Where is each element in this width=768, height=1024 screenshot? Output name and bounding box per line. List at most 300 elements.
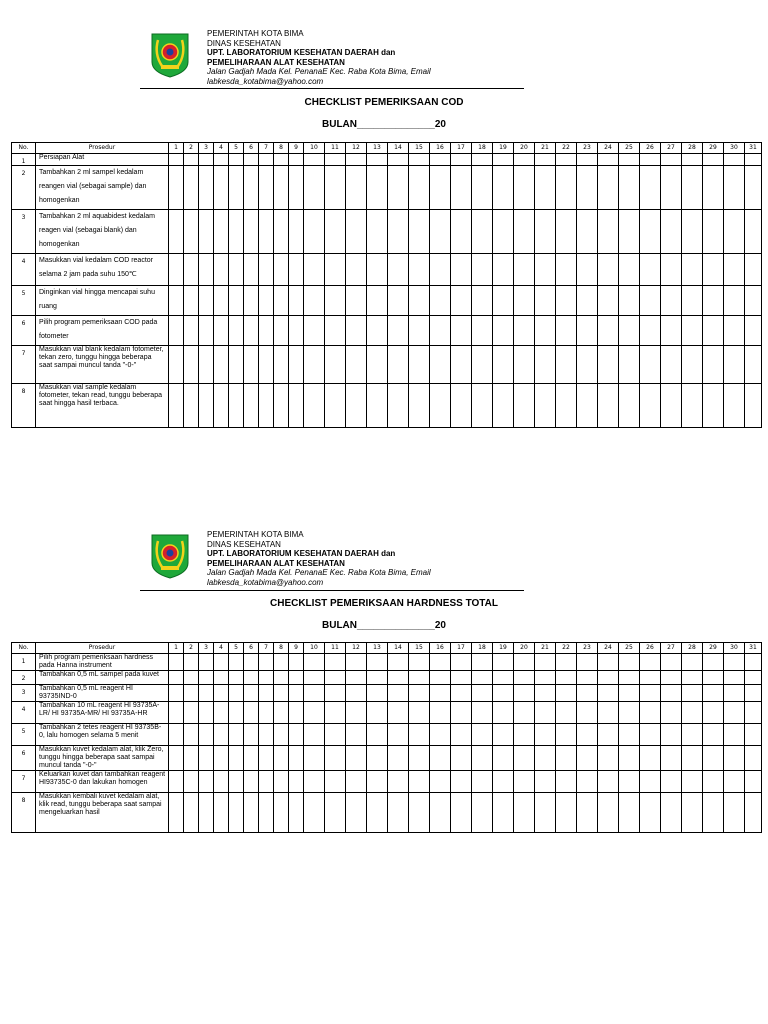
- day-check-cell[interactable]: [661, 346, 682, 384]
- day-check-cell[interactable]: [661, 316, 682, 346]
- day-check-cell[interactable]: [724, 702, 745, 724]
- day-check-cell[interactable]: [367, 286, 388, 316]
- day-check-cell[interactable]: [493, 384, 514, 428]
- day-check-cell[interactable]: [184, 685, 199, 702]
- day-check-cell[interactable]: [514, 654, 535, 671]
- day-check-cell[interactable]: [346, 654, 367, 671]
- day-check-cell[interactable]: [409, 346, 430, 384]
- day-check-cell[interactable]: [325, 210, 346, 254]
- day-check-cell[interactable]: [409, 384, 430, 428]
- day-check-cell[interactable]: [640, 771, 661, 793]
- day-check-cell[interactable]: [244, 346, 259, 384]
- day-check-cell[interactable]: [682, 286, 703, 316]
- day-check-cell[interactable]: [259, 724, 274, 746]
- day-check-cell[interactable]: [289, 254, 304, 286]
- day-check-cell[interactable]: [556, 724, 577, 746]
- day-check-cell[interactable]: [577, 384, 598, 428]
- day-check-cell[interactable]: [577, 702, 598, 724]
- day-check-cell[interactable]: [325, 166, 346, 210]
- day-check-cell[interactable]: [451, 671, 472, 685]
- day-check-cell[interactable]: [598, 166, 619, 210]
- day-check-cell[interactable]: [214, 254, 229, 286]
- day-check-cell[interactable]: [367, 671, 388, 685]
- day-check-cell[interactable]: [598, 654, 619, 671]
- day-check-cell[interactable]: [430, 724, 451, 746]
- day-check-cell[interactable]: [346, 771, 367, 793]
- day-check-cell[interactable]: [640, 724, 661, 746]
- day-check-cell[interactable]: [274, 746, 289, 771]
- day-check-cell[interactable]: [661, 210, 682, 254]
- day-check-cell[interactable]: [259, 671, 274, 685]
- day-check-cell[interactable]: [409, 724, 430, 746]
- day-check-cell[interactable]: [199, 724, 214, 746]
- day-check-cell[interactable]: [577, 316, 598, 346]
- day-check-cell[interactable]: [430, 793, 451, 833]
- day-check-cell[interactable]: [745, 793, 762, 833]
- day-check-cell[interactable]: [577, 746, 598, 771]
- day-check-cell[interactable]: [184, 702, 199, 724]
- day-check-cell[interactable]: [577, 685, 598, 702]
- day-check-cell[interactable]: [367, 346, 388, 384]
- day-check-cell[interactable]: [598, 154, 619, 166]
- day-check-cell[interactable]: [451, 166, 472, 210]
- day-check-cell[interactable]: [199, 771, 214, 793]
- day-check-cell[interactable]: [724, 346, 745, 384]
- day-check-cell[interactable]: [388, 702, 409, 724]
- day-check-cell[interactable]: [388, 654, 409, 671]
- day-check-cell[interactable]: [367, 166, 388, 210]
- day-check-cell[interactable]: [430, 166, 451, 210]
- day-check-cell[interactable]: [346, 702, 367, 724]
- day-check-cell[interactable]: [274, 771, 289, 793]
- day-check-cell[interactable]: [598, 746, 619, 771]
- day-check-cell[interactable]: [661, 746, 682, 771]
- day-check-cell[interactable]: [640, 685, 661, 702]
- day-check-cell[interactable]: [619, 154, 640, 166]
- day-check-cell[interactable]: [409, 254, 430, 286]
- day-check-cell[interactable]: [682, 702, 703, 724]
- day-check-cell[interactable]: [472, 346, 493, 384]
- day-check-cell[interactable]: [472, 210, 493, 254]
- day-check-cell[interactable]: [214, 771, 229, 793]
- day-check-cell[interactable]: [388, 286, 409, 316]
- day-check-cell[interactable]: [169, 384, 184, 428]
- day-check-cell[interactable]: [346, 685, 367, 702]
- day-check-cell[interactable]: [244, 210, 259, 254]
- day-check-cell[interactable]: [640, 166, 661, 210]
- day-check-cell[interactable]: [199, 346, 214, 384]
- day-check-cell[interactable]: [274, 384, 289, 428]
- day-check-cell[interactable]: [169, 210, 184, 254]
- day-check-cell[interactable]: [682, 346, 703, 384]
- day-check-cell[interactable]: [598, 316, 619, 346]
- day-check-cell[interactable]: [388, 685, 409, 702]
- day-check-cell[interactable]: [325, 746, 346, 771]
- day-check-cell[interactable]: [325, 384, 346, 428]
- day-check-cell[interactable]: [535, 286, 556, 316]
- day-check-cell[interactable]: [259, 771, 274, 793]
- day-check-cell[interactable]: [259, 346, 274, 384]
- day-check-cell[interactable]: [244, 771, 259, 793]
- day-check-cell[interactable]: [619, 724, 640, 746]
- day-check-cell[interactable]: [388, 316, 409, 346]
- day-check-cell[interactable]: [745, 685, 762, 702]
- day-check-cell[interactable]: [325, 702, 346, 724]
- day-check-cell[interactable]: [199, 316, 214, 346]
- day-check-cell[interactable]: [682, 210, 703, 254]
- day-check-cell[interactable]: [409, 671, 430, 685]
- day-check-cell[interactable]: [184, 154, 199, 166]
- day-check-cell[interactable]: [244, 316, 259, 346]
- day-check-cell[interactable]: [259, 316, 274, 346]
- day-check-cell[interactable]: [556, 166, 577, 210]
- day-check-cell[interactable]: [577, 671, 598, 685]
- day-check-cell[interactable]: [472, 746, 493, 771]
- day-check-cell[interactable]: [214, 210, 229, 254]
- day-check-cell[interactable]: [598, 671, 619, 685]
- day-check-cell[interactable]: [259, 793, 274, 833]
- day-check-cell[interactable]: [199, 685, 214, 702]
- day-check-cell[interactable]: [388, 210, 409, 254]
- day-check-cell[interactable]: [724, 771, 745, 793]
- day-check-cell[interactable]: [661, 286, 682, 316]
- day-check-cell[interactable]: [745, 724, 762, 746]
- day-check-cell[interactable]: [184, 346, 199, 384]
- day-check-cell[interactable]: [184, 316, 199, 346]
- day-check-cell[interactable]: [472, 671, 493, 685]
- day-check-cell[interactable]: [409, 746, 430, 771]
- day-check-cell[interactable]: [244, 286, 259, 316]
- day-check-cell[interactable]: [289, 346, 304, 384]
- day-check-cell[interactable]: [493, 793, 514, 833]
- day-check-cell[interactable]: [304, 384, 325, 428]
- day-check-cell[interactable]: [556, 384, 577, 428]
- day-check-cell[interactable]: [703, 771, 724, 793]
- day-check-cell[interactable]: [274, 671, 289, 685]
- day-check-cell[interactable]: [304, 685, 325, 702]
- day-check-cell[interactable]: [430, 286, 451, 316]
- day-check-cell[interactable]: [274, 254, 289, 286]
- day-check-cell[interactable]: [661, 384, 682, 428]
- day-check-cell[interactable]: [388, 166, 409, 210]
- day-check-cell[interactable]: [682, 746, 703, 771]
- day-check-cell[interactable]: [556, 154, 577, 166]
- day-check-cell[interactable]: [493, 771, 514, 793]
- day-check-cell[interactable]: [367, 685, 388, 702]
- day-check-cell[interactable]: [430, 746, 451, 771]
- day-check-cell[interactable]: [493, 346, 514, 384]
- day-check-cell[interactable]: [409, 210, 430, 254]
- day-check-cell[interactable]: [493, 671, 514, 685]
- day-check-cell[interactable]: [577, 346, 598, 384]
- day-check-cell[interactable]: [493, 154, 514, 166]
- day-check-cell[interactable]: [259, 286, 274, 316]
- day-check-cell[interactable]: [259, 746, 274, 771]
- day-check-cell[interactable]: [325, 724, 346, 746]
- day-check-cell[interactable]: [259, 702, 274, 724]
- day-check-cell[interactable]: [388, 724, 409, 746]
- day-check-cell[interactable]: [169, 702, 184, 724]
- day-check-cell[interactable]: [304, 316, 325, 346]
- day-check-cell[interactable]: [229, 793, 244, 833]
- day-check-cell[interactable]: [409, 316, 430, 346]
- day-check-cell[interactable]: [598, 685, 619, 702]
- day-check-cell[interactable]: [556, 286, 577, 316]
- day-check-cell[interactable]: [535, 210, 556, 254]
- day-check-cell[interactable]: [304, 724, 325, 746]
- day-check-cell[interactable]: [367, 793, 388, 833]
- day-check-cell[interactable]: [703, 286, 724, 316]
- day-check-cell[interactable]: [214, 746, 229, 771]
- day-check-cell[interactable]: [169, 166, 184, 210]
- day-check-cell[interactable]: [367, 154, 388, 166]
- day-check-cell[interactable]: [493, 702, 514, 724]
- day-check-cell[interactable]: [199, 702, 214, 724]
- day-check-cell[interactable]: [724, 210, 745, 254]
- day-check-cell[interactable]: [535, 384, 556, 428]
- day-check-cell[interactable]: [619, 671, 640, 685]
- day-check-cell[interactable]: [535, 346, 556, 384]
- day-check-cell[interactable]: [289, 771, 304, 793]
- day-check-cell[interactable]: [304, 286, 325, 316]
- day-check-cell[interactable]: [472, 654, 493, 671]
- day-check-cell[interactable]: [289, 793, 304, 833]
- day-check-cell[interactable]: [229, 702, 244, 724]
- day-check-cell[interactable]: [244, 702, 259, 724]
- day-check-cell[interactable]: [430, 384, 451, 428]
- day-check-cell[interactable]: [577, 724, 598, 746]
- day-check-cell[interactable]: [304, 154, 325, 166]
- day-check-cell[interactable]: [514, 286, 535, 316]
- day-check-cell[interactable]: [682, 166, 703, 210]
- day-check-cell[interactable]: [535, 724, 556, 746]
- day-check-cell[interactable]: [472, 254, 493, 286]
- day-check-cell[interactable]: [619, 793, 640, 833]
- day-check-cell[interactable]: [598, 724, 619, 746]
- day-check-cell[interactable]: [289, 746, 304, 771]
- day-check-cell[interactable]: [229, 771, 244, 793]
- day-check-cell[interactable]: [184, 654, 199, 671]
- day-check-cell[interactable]: [430, 154, 451, 166]
- day-check-cell[interactable]: [304, 254, 325, 286]
- day-check-cell[interactable]: [619, 685, 640, 702]
- day-check-cell[interactable]: [184, 793, 199, 833]
- day-check-cell[interactable]: [304, 771, 325, 793]
- day-check-cell[interactable]: [661, 685, 682, 702]
- day-check-cell[interactable]: [229, 166, 244, 210]
- day-check-cell[interactable]: [199, 671, 214, 685]
- day-check-cell[interactable]: [745, 210, 762, 254]
- day-check-cell[interactable]: [514, 254, 535, 286]
- day-check-cell[interactable]: [388, 384, 409, 428]
- day-check-cell[interactable]: [244, 724, 259, 746]
- day-check-cell[interactable]: [556, 746, 577, 771]
- day-check-cell[interactable]: [577, 793, 598, 833]
- day-check-cell[interactable]: [451, 384, 472, 428]
- day-check-cell[interactable]: [304, 654, 325, 671]
- day-check-cell[interactable]: [661, 702, 682, 724]
- day-check-cell[interactable]: [304, 671, 325, 685]
- day-check-cell[interactable]: [184, 724, 199, 746]
- day-check-cell[interactable]: [619, 346, 640, 384]
- day-check-cell[interactable]: [289, 316, 304, 346]
- day-check-cell[interactable]: [724, 654, 745, 671]
- day-check-cell[interactable]: [430, 702, 451, 724]
- day-check-cell[interactable]: [535, 166, 556, 210]
- day-check-cell[interactable]: [199, 286, 214, 316]
- day-check-cell[interactable]: [472, 154, 493, 166]
- day-check-cell[interactable]: [169, 286, 184, 316]
- day-check-cell[interactable]: [409, 685, 430, 702]
- day-check-cell[interactable]: [274, 210, 289, 254]
- day-check-cell[interactable]: [724, 316, 745, 346]
- day-check-cell[interactable]: [199, 746, 214, 771]
- day-check-cell[interactable]: [619, 746, 640, 771]
- day-check-cell[interactable]: [640, 793, 661, 833]
- day-check-cell[interactable]: [244, 746, 259, 771]
- day-check-cell[interactable]: [682, 793, 703, 833]
- day-check-cell[interactable]: [640, 210, 661, 254]
- day-check-cell[interactable]: [289, 724, 304, 746]
- day-check-cell[interactable]: [229, 746, 244, 771]
- day-check-cell[interactable]: [259, 166, 274, 210]
- day-check-cell[interactable]: [514, 746, 535, 771]
- day-check-cell[interactable]: [451, 346, 472, 384]
- day-check-cell[interactable]: [409, 286, 430, 316]
- day-check-cell[interactable]: [388, 154, 409, 166]
- day-check-cell[interactable]: [199, 166, 214, 210]
- day-check-cell[interactable]: [661, 771, 682, 793]
- day-check-cell[interactable]: [346, 793, 367, 833]
- day-check-cell[interactable]: [274, 724, 289, 746]
- day-check-cell[interactable]: [409, 166, 430, 210]
- day-check-cell[interactable]: [514, 724, 535, 746]
- day-check-cell[interactable]: [169, 771, 184, 793]
- day-check-cell[interactable]: [325, 254, 346, 286]
- day-check-cell[interactable]: [304, 746, 325, 771]
- day-check-cell[interactable]: [214, 702, 229, 724]
- day-check-cell[interactable]: [430, 771, 451, 793]
- day-check-cell[interactable]: [304, 346, 325, 384]
- day-check-cell[interactable]: [619, 210, 640, 254]
- day-check-cell[interactable]: [577, 771, 598, 793]
- day-check-cell[interactable]: [619, 702, 640, 724]
- day-check-cell[interactable]: [259, 154, 274, 166]
- day-check-cell[interactable]: [229, 671, 244, 685]
- day-check-cell[interactable]: [346, 210, 367, 254]
- day-check-cell[interactable]: [451, 154, 472, 166]
- day-check-cell[interactable]: [346, 286, 367, 316]
- day-check-cell[interactable]: [703, 384, 724, 428]
- day-check-cell[interactable]: [724, 384, 745, 428]
- day-check-cell[interactable]: [214, 671, 229, 685]
- day-check-cell[interactable]: [472, 702, 493, 724]
- day-check-cell[interactable]: [640, 346, 661, 384]
- day-check-cell[interactable]: [214, 654, 229, 671]
- day-check-cell[interactable]: [169, 346, 184, 384]
- day-check-cell[interactable]: [556, 671, 577, 685]
- day-check-cell[interactable]: [274, 685, 289, 702]
- day-check-cell[interactable]: [346, 316, 367, 346]
- day-check-cell[interactable]: [244, 671, 259, 685]
- day-check-cell[interactable]: [388, 746, 409, 771]
- day-check-cell[interactable]: [745, 384, 762, 428]
- day-check-cell[interactable]: [724, 286, 745, 316]
- day-check-cell[interactable]: [289, 685, 304, 702]
- day-check-cell[interactable]: [514, 346, 535, 384]
- day-check-cell[interactable]: [472, 793, 493, 833]
- day-check-cell[interactable]: [184, 166, 199, 210]
- day-check-cell[interactable]: [703, 746, 724, 771]
- day-check-cell[interactable]: [430, 685, 451, 702]
- day-check-cell[interactable]: [229, 724, 244, 746]
- day-check-cell[interactable]: [556, 685, 577, 702]
- day-check-cell[interactable]: [259, 685, 274, 702]
- day-check-cell[interactable]: [346, 166, 367, 210]
- day-check-cell[interactable]: [199, 210, 214, 254]
- day-check-cell[interactable]: [367, 702, 388, 724]
- day-check-cell[interactable]: [514, 771, 535, 793]
- day-check-cell[interactable]: [325, 771, 346, 793]
- day-check-cell[interactable]: [640, 654, 661, 671]
- day-check-cell[interactable]: [169, 316, 184, 346]
- day-check-cell[interactable]: [535, 771, 556, 793]
- day-check-cell[interactable]: [169, 746, 184, 771]
- day-check-cell[interactable]: [724, 724, 745, 746]
- day-check-cell[interactable]: [535, 254, 556, 286]
- day-check-cell[interactable]: [430, 210, 451, 254]
- day-check-cell[interactable]: [598, 210, 619, 254]
- day-check-cell[interactable]: [619, 166, 640, 210]
- day-check-cell[interactable]: [556, 771, 577, 793]
- day-check-cell[interactable]: [244, 154, 259, 166]
- day-check-cell[interactable]: [472, 316, 493, 346]
- day-check-cell[interactable]: [409, 654, 430, 671]
- day-check-cell[interactable]: [703, 793, 724, 833]
- day-check-cell[interactable]: [346, 254, 367, 286]
- day-check-cell[interactable]: [346, 346, 367, 384]
- day-check-cell[interactable]: [682, 724, 703, 746]
- day-check-cell[interactable]: [367, 254, 388, 286]
- day-check-cell[interactable]: [214, 685, 229, 702]
- day-check-cell[interactable]: [598, 793, 619, 833]
- day-check-cell[interactable]: [472, 724, 493, 746]
- day-check-cell[interactable]: [430, 254, 451, 286]
- day-check-cell[interactable]: [556, 346, 577, 384]
- day-check-cell[interactable]: [493, 746, 514, 771]
- day-check-cell[interactable]: [640, 316, 661, 346]
- day-check-cell[interactable]: [169, 654, 184, 671]
- day-check-cell[interactable]: [274, 166, 289, 210]
- day-check-cell[interactable]: [289, 210, 304, 254]
- day-check-cell[interactable]: [304, 166, 325, 210]
- day-check-cell[interactable]: [745, 671, 762, 685]
- day-check-cell[interactable]: [724, 166, 745, 210]
- day-check-cell[interactable]: [169, 724, 184, 746]
- day-check-cell[interactable]: [184, 210, 199, 254]
- day-check-cell[interactable]: [346, 746, 367, 771]
- day-check-cell[interactable]: [409, 771, 430, 793]
- day-check-cell[interactable]: [346, 154, 367, 166]
- day-check-cell[interactable]: [682, 154, 703, 166]
- day-check-cell[interactable]: [325, 154, 346, 166]
- day-check-cell[interactable]: [229, 210, 244, 254]
- day-check-cell[interactable]: [703, 346, 724, 384]
- day-check-cell[interactable]: [214, 793, 229, 833]
- day-check-cell[interactable]: [259, 210, 274, 254]
- day-check-cell[interactable]: [244, 254, 259, 286]
- day-check-cell[interactable]: [451, 746, 472, 771]
